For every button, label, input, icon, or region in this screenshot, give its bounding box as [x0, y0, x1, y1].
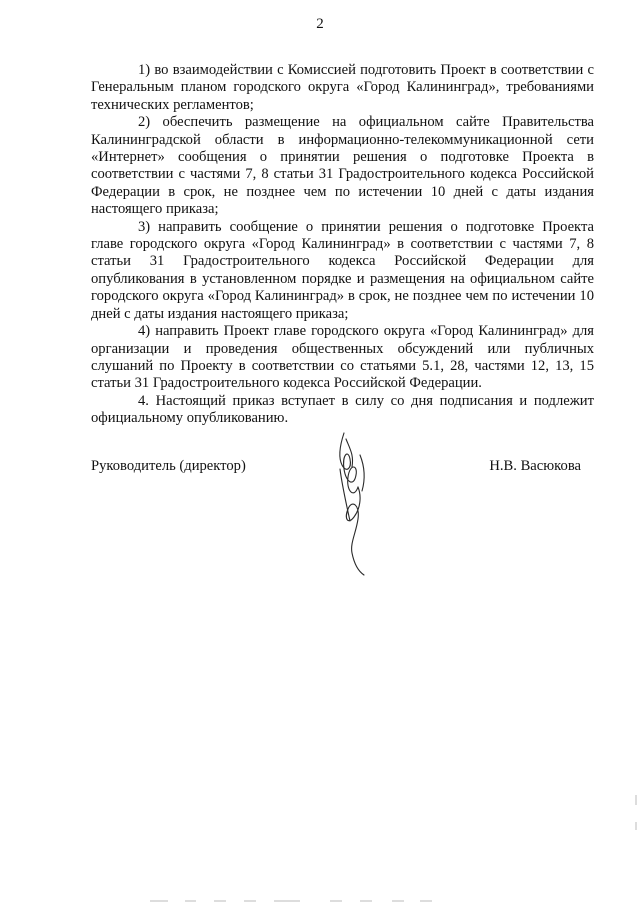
- paragraph-item-4: 4) направить Проект главе городского округа «Город Калининград» для организации и проведения общественных обсуждений или публичных слушаний по Проекту в соответствии со статьями 5.1, 28, частями 12, 13, 15 статьи 31 Градостроительного кодекса Российской Федерации.: [91, 323, 594, 392]
- paragraph-clause-4: 4. Настоящий приказ вступает в силу со дня подписания и подлежит официальному опубликованию.: [91, 392, 594, 427]
- paragraph-item-1: 1) во взаимодействии с Комиссией подготовить Проект в соответствии с Генеральным планом городского округа «Город Калининград», требованиями технических регламентов;: [91, 62, 594, 113]
- paragraph-item-3: 3) направить сообщение о принятии решения о подготовке Проекта главе городского округа «Город Калининград» в соответствии с частями 7, 8 статьи 31 Градостроительного кодекса Российской Федерации для опубликования в установленном порядке и размещения на официальном сайте городского округа «Город Калининград» в срок, не позднее чем по истечении 10 дней с даты издания настоящего приказа;: [91, 218, 594, 322]
- document-body: [91, 62, 594, 428]
- paragraph-item-2: 2) обеспечить размещение на официальном сайте Правительства Калининградской области в информационно-телекоммуникационной сети «Интернет» сообщения о принятии решения о подготовке Проекта в соответствии с частями 7, 8 статьи 31 Градостроительного кодекса Российской Федерации в срок, не позднее чем по истечении 10 дней с даты издания настоящего приказа;: [91, 114, 594, 218]
- signer-role: Руководитель (директор): [91, 458, 246, 474]
- page-number: 2: [316, 16, 324, 32]
- signer-name: Н.В. Васюкова: [489, 458, 581, 474]
- handwritten-signature: [320, 425, 390, 585]
